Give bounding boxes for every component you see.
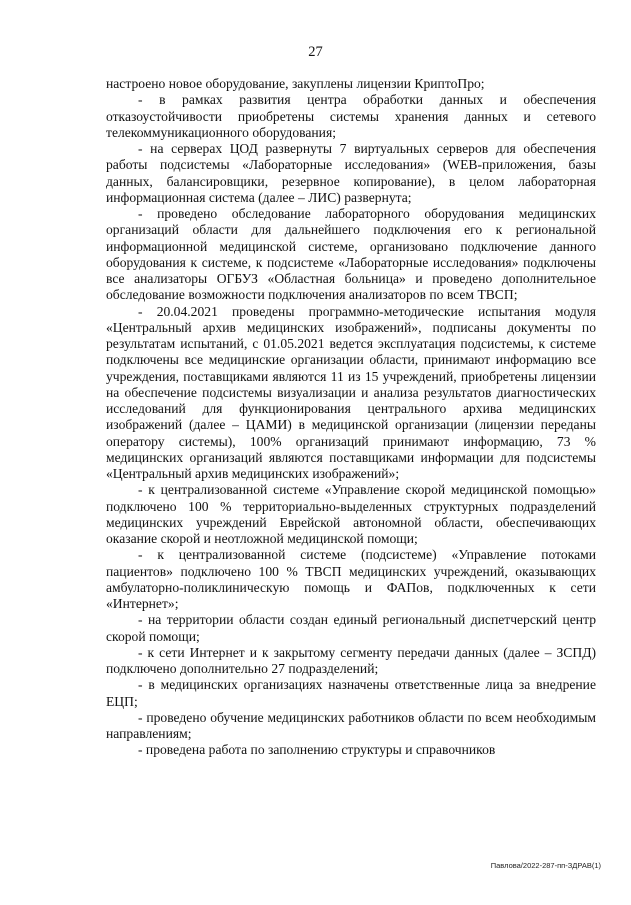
- page-number: 27: [308, 44, 323, 60]
- paragraph: - на серверах ЦОД развернуты 7 виртуальных серверов для обеспечения работы подсистемы «Лабораторные исследования» (WEB-приложения, базы данных, балансировщики, резервное копирование), в целом лабораторная информационная система (далее – ЛИС) развернута;: [106, 141, 596, 205]
- paragraph: - к централизованной системе (подсистеме) «Управление потоками пациентов» подключено 100 % ТВСП медицинских учреждений, оказывающих амбулаторно-поликлиническую помощь и ФАПов, подключенных к сети «Интернет»;: [106, 547, 596, 611]
- paragraph: настроено новое оборудование, закуплены лицензии КриптоПро;: [106, 76, 485, 91]
- paragraph: - к сети Интернет и к закрытому сегменту передачи данных (далее – ЗСПД) подключено дополнительно 27 подразделений;: [106, 644, 596, 676]
- paragraph: - 20.04.2021 проведены программно-методические испытания модуля «Центральный архив медицинских изображений», подписаны документы по результатам испытаний, с 01.05.2021 ведется эксплуатация подсистемы, к системе подключены все медицинские организации области, принимают информацию все учреждения, поставщиками являются 11 из 15 учреждений, приобретены лицензии на обеспечение подсистемы визуализации и анализа результатов диагностических исследований для функционирования центрального архива медицинских изображений (далее – ЦАМИ) в медицинской организации (лицензии переданы оператору системы), 100% организаций принимают информацию, 73 % медицинских организаций являются поставщиками информации для подсистемы «Центральный архив медицинских изображений»;: [106, 303, 596, 481]
- document-footer-code: Павлова/2022-287-пп-ЗДРАВ(1): [490, 861, 601, 870]
- paragraph: - проведено обследование лабораторного оборудования медицинских организаций области для дальнейшего подключения его к региональной информационной медицинской системе, организовано подключение данного оборудования к системе, к подсистеме «Лабораторные исследования» подключены все анализаторы ОГБУЗ «Областная больница» и проведено дополнительное обследование возможности подключения анализаторов по всем ТВСП;: [106, 206, 596, 303]
- paragraph: - проведено обучение медицинских работников области по всем необходимым направлениям;: [106, 709, 596, 741]
- paragraph: - на территории области создан единый региональный диспетчерский центр скорой помощи;: [106, 612, 596, 644]
- body-text: [106, 76, 596, 759]
- paragraph: - к централизованной системе «Управление скорой медицинской помощью» подключено 100 % территориально-выделенных структурных подразделений медицинских учреждений Еврейской автономной области, обеспечивающих оказание скорой и неотложной медицинской помощи;: [106, 482, 596, 546]
- paragraph: - в медицинских организациях назначены ответственные лица за внедрение ЕЦП;: [106, 677, 596, 709]
- paragraph: - проведена работа по заполнению структуры и справочников: [138, 742, 496, 758]
- paragraph: - в рамках развития центра обработки данных и обеспечения отказоустойчивости приобретены системы хранения данных и сетевого телекоммуникационного оборудования;: [106, 92, 596, 140]
